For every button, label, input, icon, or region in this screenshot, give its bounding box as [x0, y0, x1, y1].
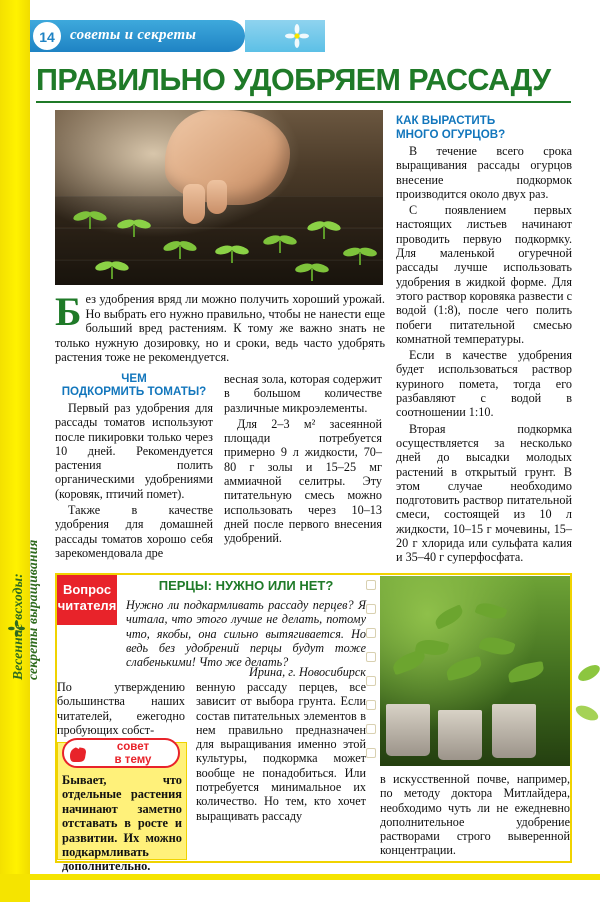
- drop-cap: Б: [55, 289, 82, 334]
- answer-column-1: По утверждению большинства наших читателей, ежегодно пробующих собст-: [57, 680, 185, 737]
- paragraph: В течение всего срока выращивания рассады огурцов внесение подкормок производится около двух раз.: [396, 144, 572, 201]
- column-right: [396, 114, 572, 565]
- reader-question-text: Нужно ли подкармливать рассаду перцев? Я читала, что этого лучше не делать, потому что, якобы, она сильно вытягивается. Но ведь без удобрений перцы будут тоже слабенькими! Что же делать?: [126, 598, 366, 670]
- column-left: [55, 372, 213, 560]
- pot: [438, 710, 482, 760]
- tip-badge-line1: совет: [116, 741, 150, 753]
- side-band-line2: секреты выращивания: [25, 539, 40, 680]
- paragraph: весная зола, которая содержит в большом количестве различные микроэлементы.: [224, 372, 382, 415]
- subheading-cucumbers-line1: КАК ВЫРАСТИТЬ: [396, 114, 496, 127]
- flower-icon: [285, 24, 309, 48]
- tip-text: Бывает, что отдельные растения начинают заметно отставать в росте и развитии. Их можно подкармливать дополнительно.: [62, 773, 182, 874]
- reader-question-label: [57, 575, 117, 625]
- paragraph: С появлением первых настоящих листьев начинают проводить первую подкормку. Для маленькой огуречной рассады лучше использовать удобрения в жидкой форме. Для этого раствор коровяка развести с водой (1:8), после чего полить побеги питательной смесью комнатной температуры.: [396, 203, 572, 346]
- perforation-hole: [366, 652, 376, 662]
- seedling-icon: [95, 256, 129, 282]
- section-title: советы и секреты: [70, 27, 197, 43]
- reader-question-label-line2: читателя: [57, 598, 117, 613]
- paragraph: Вторая подкормка осуществляется за несколько дней до высадки молодых растений в открытый грунт. В этом случае необходимо подготовить раствор питательной смеси, состоящей из 10 л жидкости, 10–15 г мочевины, 15–20 г хлорида или сульфата калия и 35–40 г суперфосфата.: [396, 421, 572, 565]
- perforation-hole: [366, 676, 376, 686]
- seedling-icon: [73, 206, 107, 232]
- page-title: ПРАВИЛЬНО УДОБРЯЕМ РАССАДУ: [36, 63, 551, 97]
- pepper-seedlings-photo: [380, 576, 570, 766]
- tip-badge-line2: в тему: [114, 753, 152, 766]
- film-perforation: [364, 580, 378, 762]
- answer-column-2: венную рассаду перцев, все зависит от выбора грунта. Если состав питательных элементов в нем правильно предназначен для выращивания именно этой культуры, подкормка может вообще не понадобиться. Или потребуется минимальное их количество. Но тем, кто хочет выращивать рассаду: [196, 680, 366, 823]
- seedling-icon: [295, 258, 329, 284]
- perforation-hole: [366, 604, 376, 614]
- paragraph: Если в качестве удобрения будет использоваться раствор куриного помета, тогда его разбавляют с водой в соотношении 1:10.: [396, 348, 572, 420]
- title-divider: [36, 101, 571, 103]
- top-white-strip: [30, 0, 600, 20]
- seedling-icon: [215, 240, 249, 266]
- lead-paragraph-block: [55, 289, 385, 365]
- paragraph: Также в качестве удобрения для домашней рассады томатов хорошо себя зарекомендовала дре: [55, 503, 213, 560]
- answer-column-3: в искусственной почве, например, по методу доктора Митлайдера, необходимо чуть ли не ежедневно дополнительное удобрение растворами строго выверенной концентрации.: [380, 772, 570, 858]
- seedling-icon: [343, 242, 377, 268]
- subheading-tomatoes-line1: ЧЕМ: [121, 372, 147, 385]
- side-band-line1: Весенние всходы:: [10, 573, 25, 680]
- seedling-icon: [263, 230, 297, 256]
- finger: [183, 184, 205, 224]
- hand-pointing-icon: [66, 742, 90, 764]
- perforation-hole: [366, 748, 376, 758]
- bottom-white-strip: [30, 880, 600, 902]
- left-side-band: [0, 0, 40, 902]
- subheading-cucumbers-line2: МНОГО ОГУРЦОВ?: [396, 127, 506, 141]
- pot: [386, 704, 430, 756]
- side-band-text: [10, 210, 40, 680]
- lead-paragraph: ез удобрения вряд ли можно получить хороший урожай. Но выбрать его нужно правильно, чтобы не нанести еще больший вред растениям. К тому же важно знать не только нужную дозировку, но и сроки, ведь часто удобрять растения тоже не рекомендуется.: [55, 292, 385, 365]
- perforation-hole: [366, 580, 376, 590]
- finger: [207, 180, 227, 214]
- reader-question-signature: Ирина, г. Новосибирск: [249, 665, 366, 679]
- leaf-icon: [574, 700, 600, 726]
- tip-badge-text: [92, 741, 174, 766]
- perforation-hole: [366, 724, 376, 734]
- reader-question-label-line1: Вопрос: [62, 582, 112, 597]
- pot: [492, 704, 536, 758]
- seedling-icon: [163, 236, 197, 262]
- subheading-tomatoes-line2: ПОДКОРМИТЬ ТОМАТЫ?: [61, 385, 207, 398]
- perforation-hole: [366, 628, 376, 638]
- seedlings-photo: [55, 110, 383, 285]
- page-number-badge: 14: [33, 22, 61, 50]
- column-middle: [224, 372, 382, 546]
- seedling-icon: [117, 214, 151, 240]
- seedling-icon: [307, 216, 341, 242]
- reader-question-title: ПЕРЦЫ: НУЖНО ИЛИ НЕТ?: [158, 578, 334, 593]
- paragraph: Первый раз удобрения для рассады томатов используют после пикировки только через 10 дней. Рекомендуется растения полить органическими удобрениями (коровяк, птичий помет).: [55, 401, 213, 501]
- perforation-hole: [366, 700, 376, 710]
- paragraph: Для 2–3 м² засеянной площади потребуется примерно 9 л жидкости, 70–80 г золы и 15–25 мг аммиачной селитры. Эту питательную смесь можно использовать через 10–13 дней после первого внесения удобрений.: [224, 416, 382, 546]
- leaf-icon: [576, 660, 600, 686]
